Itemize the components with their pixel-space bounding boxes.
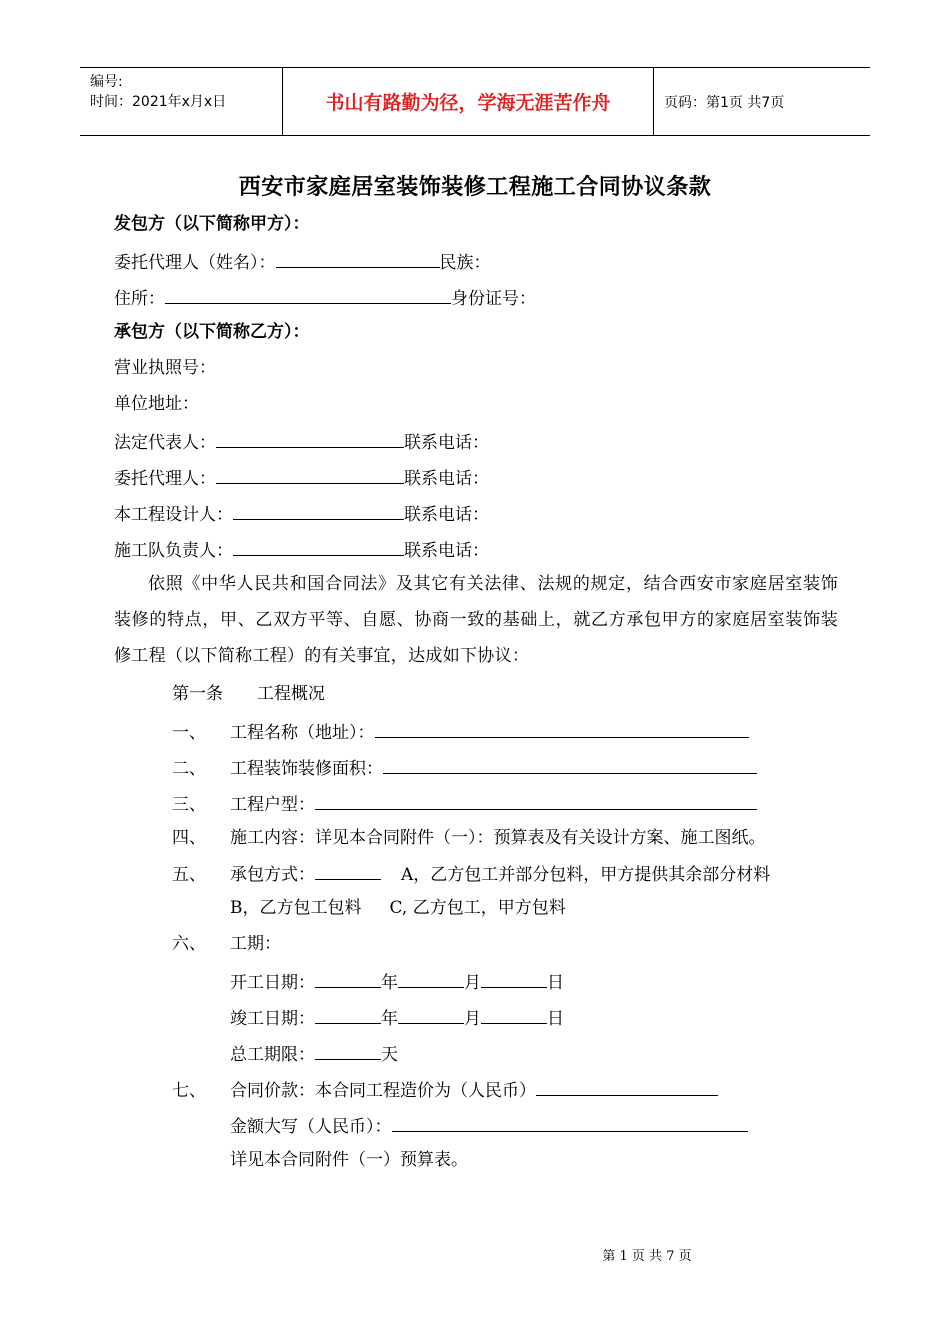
item-3: [172, 790, 757, 817]
start-month-blank[interactable]: [398, 968, 464, 988]
end-date-label: 竣工日期：: [230, 1009, 315, 1029]
party-a-heading: 发包方（以下简称甲方）：: [114, 214, 310, 234]
party-b-designer-line: [114, 500, 489, 527]
legal-rep-label: 法定代表人：: [114, 433, 216, 453]
item-4-text: 施工内容：详见本合同附件（一）：预算表及有关设计方案、施工图纸。: [230, 828, 766, 848]
amount-blank[interactable]: [392, 1112, 748, 1132]
days-label: 天: [381, 1045, 398, 1065]
party-a-address-blank[interactable]: [165, 284, 451, 304]
party-a-agent-blank[interactable]: [276, 248, 440, 268]
team-leader-label: 施工队负责人：: [114, 541, 233, 561]
amount-label: 金额大写（人民币）：: [230, 1117, 392, 1137]
total-period-label: 总工期限：: [230, 1045, 315, 1065]
item-2: [172, 754, 757, 781]
year-label: 年: [381, 1009, 398, 1029]
item-5-blank[interactable]: [315, 860, 381, 880]
price-note: 详见本合同附件（一）预算表。: [230, 1150, 468, 1170]
party-b-legal-rep-line: [114, 428, 489, 455]
header-meta: [80, 68, 282, 135]
month-label: 月: [464, 1009, 481, 1029]
party-a-address-label: 住所：: [114, 289, 165, 309]
item-2-blank[interactable]: [383, 754, 757, 774]
document-title: 西安市家庭居室装饰装修工程施工合同协议条款: [238, 174, 712, 200]
month-label: 月: [464, 973, 481, 993]
total-period-line: [230, 1040, 398, 1067]
party-b-unit-address-label: 单位地址：: [114, 394, 199, 414]
day-label: 日: [547, 1009, 564, 1029]
article1-heading: 第一条 工程概况: [172, 684, 325, 704]
page-header: [80, 67, 870, 136]
start-year-blank[interactable]: [315, 968, 381, 988]
item-1-num: 一、: [172, 723, 206, 743]
agent-label: 委托代理人：: [114, 469, 216, 489]
day-label: 日: [547, 973, 564, 993]
item-3-blank[interactable]: [315, 790, 757, 810]
team-leader-phone-label: 联系电话：: [404, 541, 489, 561]
end-date-line: [230, 1004, 564, 1031]
item-5: [172, 860, 770, 887]
end-year-blank[interactable]: [315, 1004, 381, 1024]
party-a-agent-label: 委托代理人（姓名）：: [114, 253, 276, 273]
end-day-blank[interactable]: [481, 1004, 547, 1024]
team-leader-blank[interactable]: [233, 536, 404, 556]
item-7-text: 合同价款：本合同工程造价为（人民币）: [230, 1081, 536, 1101]
item-4-num: 四、: [172, 828, 206, 848]
item-1: [172, 718, 749, 745]
mode-b: B，乙方包工包料: [230, 898, 362, 918]
party-b-team-leader-line: [114, 536, 489, 563]
legal-rep-phone-label: 联系电话：: [404, 433, 489, 453]
item-3-num: 三、: [172, 795, 206, 815]
price-blank[interactable]: [536, 1076, 718, 1096]
mode-a: A，乙方包工并部分包料，甲方提供其余部分材料: [401, 865, 771, 885]
agent-blank[interactable]: [216, 464, 404, 484]
end-month-blank[interactable]: [398, 1004, 464, 1024]
party-a-agent-line: [114, 248, 491, 275]
item-7: [172, 1076, 718, 1103]
party-b-heading: 承包方（以下简称乙方）：: [114, 322, 310, 342]
total-period-blank[interactable]: [315, 1040, 381, 1060]
party-a-ethnicity-label: 民族：: [439, 253, 491, 273]
item-2-text: 工程装饰装修面积：: [230, 759, 383, 779]
item-2-num: 二、: [172, 759, 206, 779]
header-motto: 书山有路勤为径，学海无涯苦作舟: [282, 68, 654, 135]
item-5-text: 承包方式：: [230, 865, 315, 885]
party-b-agent-line: [114, 464, 489, 491]
amount-line: [230, 1112, 748, 1139]
intro-paragraph: 依照《中华人民共和国合同法》及其它有关法律、法规的规定，结合西安市家庭居室装饰装修的特点，甲、乙双方平等、自愿、协商一致的基础上，就乙方承包甲方的家庭居室装饰装修工程（以下简称工程）的有关事宜，达成如下协议：: [114, 574, 838, 666]
item-6: [172, 932, 281, 956]
start-day-blank[interactable]: [481, 968, 547, 988]
start-date-label: 开工日期：: [230, 973, 315, 993]
party-b-license-label: 营业执照号：: [114, 358, 216, 378]
modes-bc: [230, 896, 566, 920]
party-a-id-label: 身份证号：: [451, 289, 536, 309]
item-6-num: 六、: [172, 934, 206, 954]
designer-label: 本工程设计人：: [114, 505, 233, 525]
designer-blank[interactable]: [233, 500, 404, 520]
item-1-text: 工程名称（地址）：: [230, 723, 375, 743]
legal-rep-blank[interactable]: [216, 428, 404, 448]
designer-phone-label: 联系电话：: [404, 505, 489, 525]
party-a-address-line: [114, 284, 536, 311]
page-footer: 第 1 页 共 7 页: [602, 1249, 692, 1264]
item-5-num: 五、: [172, 865, 206, 885]
time-label: 时间：2021年x月x日: [90, 94, 227, 110]
header-page-info: 页码：第1页 共7页: [664, 94, 785, 111]
number-label: 编号:: [90, 74, 123, 90]
item-3-text: 工程户型：: [230, 795, 315, 815]
agent-phone-label: 联系电话：: [404, 469, 489, 489]
year-label: 年: [381, 973, 398, 993]
item-4: [172, 826, 766, 850]
item-7-num: 七、: [172, 1081, 206, 1101]
start-date-line: [230, 968, 564, 995]
item-1-blank[interactable]: [375, 718, 749, 738]
item-6-text: 工期：: [230, 934, 281, 954]
mode-c: C, 乙方包工，甲方包料: [389, 898, 566, 918]
